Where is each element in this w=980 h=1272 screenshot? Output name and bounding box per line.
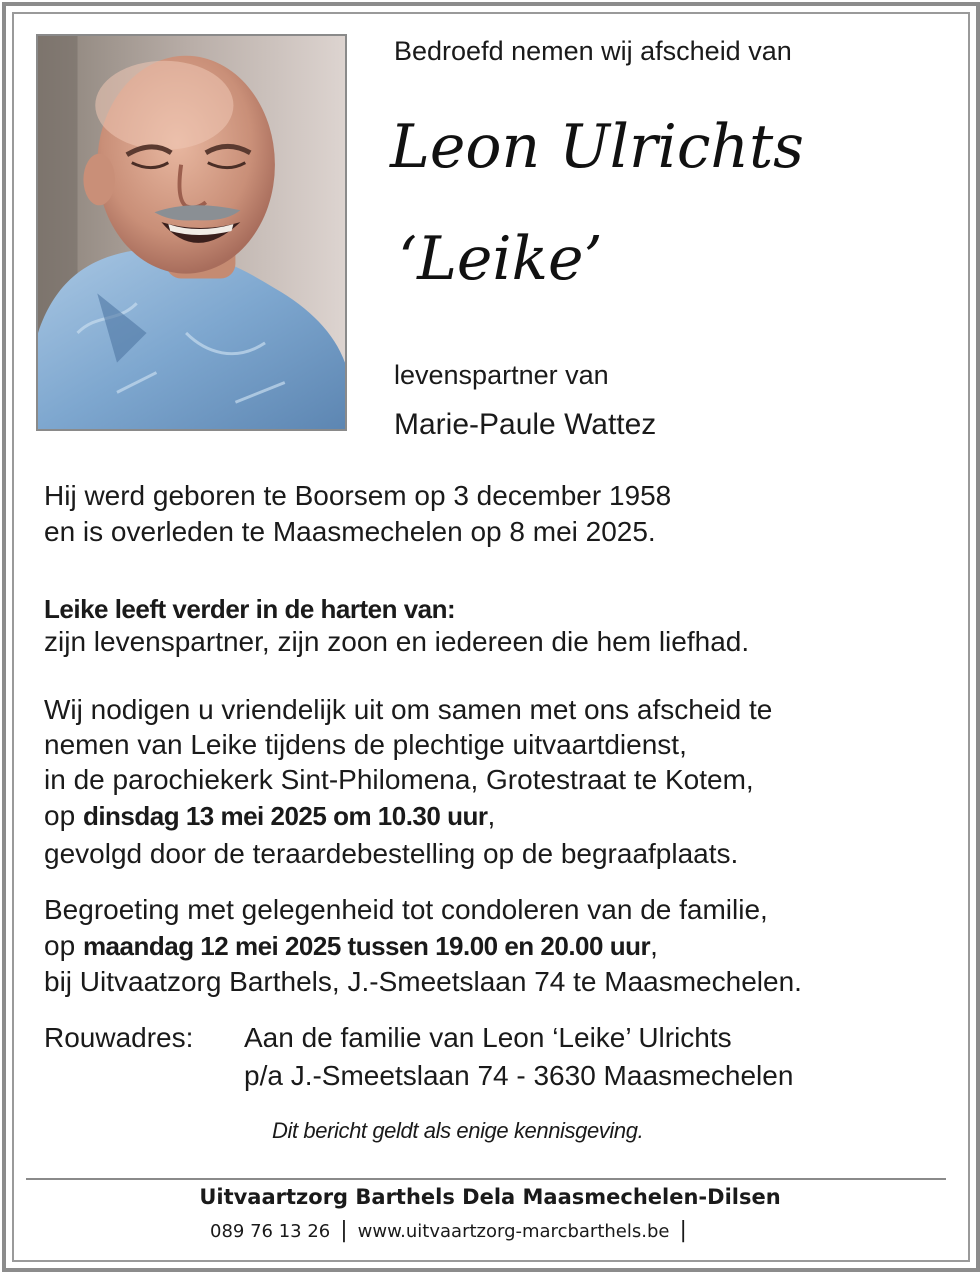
portrait-photo	[36, 34, 347, 431]
service-line-4	[44, 800, 495, 832]
remembered-text: zijn levenspartner, zijn zoon en iedereen die hem liefhad.	[44, 626, 750, 657]
funeral-company: Uitvaartzorg Barthels Dela Maasmechelen-Dilsen	[199, 1185, 781, 1209]
address-line-1: Aan de familie van Leon ‘Leike’ Ulrichts	[244, 1022, 732, 1053]
condolence-suffix: ,	[650, 930, 658, 961]
partner-label: levenspartner van	[394, 360, 609, 390]
deceased-name: Leon Ulrichts	[390, 112, 804, 182]
service-line-1: Wij nodigen u vriendelijk uit om samen met ons afscheid te	[44, 694, 773, 725]
service-line-5: gevolgd door de teraardebestelling op de begraafplaats.	[44, 838, 739, 869]
partner-name: Marie-Paule Wattez	[394, 408, 657, 441]
trailing-separator: |	[679, 1218, 687, 1243]
phone-number: 089 76 13 26	[210, 1221, 331, 1242]
death-line: en is overleden te Maasmechelen op 8 mei 2025.	[44, 516, 656, 547]
service-suffix: ,	[487, 800, 496, 831]
website-link[interactable]: www.uitvaartzorg-marcbarthels.be	[357, 1221, 670, 1242]
service-line-2: nemen van Leike tijdens de plechtige uitvaartdienst,	[44, 729, 687, 760]
portrait-illustration	[38, 36, 345, 429]
footer-divider	[26, 1178, 946, 1180]
condolence-datetime: maandag 12 mei 2025 tussen 19.00 en 20.00 uur	[82, 931, 651, 961]
remembered-heading: Leike leeft verder in de harten van:	[44, 594, 456, 624]
intro-text: Bedroefd nemen wij afscheid van	[394, 36, 792, 66]
birth-line: Hij werd geboren te Boorsem op 3 december 1958	[44, 480, 672, 511]
separator: |	[340, 1218, 348, 1243]
address-line-2: p/a J.-Smeetslaan 74 - 3630 Maasmechelen	[244, 1060, 794, 1091]
service-datetime: dinsdag 13 mei 2025 om 10.30 uur	[82, 801, 488, 831]
condolence-line-1: Begroeting met gelegenheid tot condoleren van de familie,	[44, 894, 768, 925]
condolence-prefix: op	[44, 930, 76, 961]
contact-line	[210, 1218, 697, 1243]
condolence-line-3: bij Uitvaatzorg Barthels, J.-Smeetslaan 74 te Maasmechelen.	[44, 966, 802, 997]
deceased-nickname: ‘Leike’	[398, 224, 603, 294]
condolence-line-2	[44, 930, 658, 962]
service-prefix: op	[44, 800, 76, 831]
address-label: Rouwadres:	[44, 1022, 194, 1053]
service-line-3: in de parochiekerk Sint-Philomena, Grotestraat te Kotem,	[44, 764, 754, 795]
notice-text: Dit bericht geldt als enige kennisgeving.	[272, 1118, 644, 1143]
